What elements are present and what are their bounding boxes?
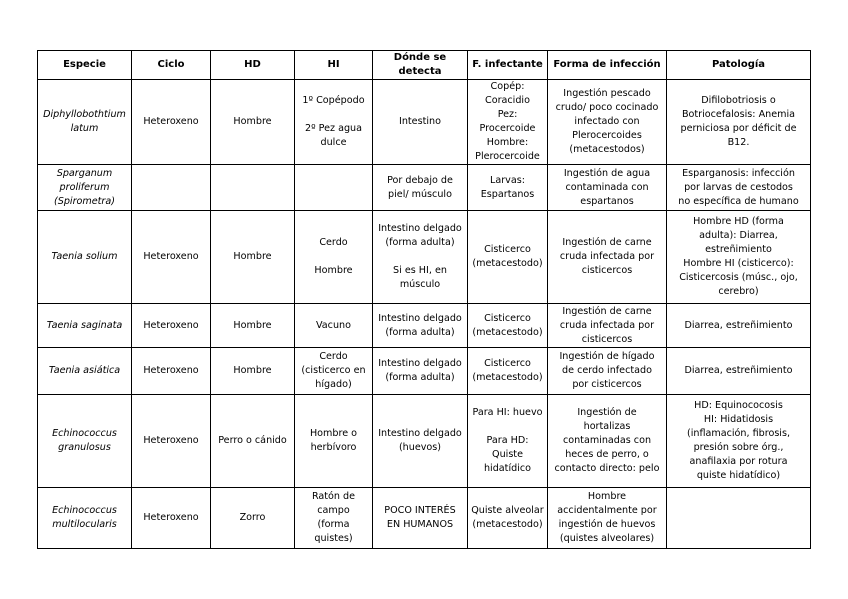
cell-hd [211, 165, 295, 211]
table-row [38, 304, 811, 348]
cell-hd: Hombre [211, 304, 295, 348]
cell-hd: Hombre [211, 80, 295, 165]
table-row [38, 165, 811, 211]
cell-detecta: Intestino [373, 80, 468, 165]
cell-detecta: Por debajo de piel/ músculo [373, 165, 468, 211]
cell-hi: Hombre o herbívoro [295, 395, 373, 488]
cell-infectante: Quiste alveolar (metacestodo) [468, 488, 548, 549]
cell-forma: Ingestión de carne cruda infectada por cisticercos [548, 304, 667, 348]
cell-especie: Sparganum proliferum (Spirometra) [38, 165, 132, 211]
cell-especie: Taenia solium [38, 211, 132, 304]
header-hd: HD [211, 51, 295, 80]
cell-especie: Taenia saginata [38, 304, 132, 348]
cell-detecta: Intestino delgado (forma adulta) [373, 304, 468, 348]
cell-hi: Ratón de campo (forma quistes) [295, 488, 373, 549]
cell-detecta: Intestino delgado (forma adulta) [373, 348, 468, 395]
cell-infectante: Para HI: huevo Para HD: Quiste hidatídico [468, 395, 548, 488]
header-row [38, 51, 811, 80]
cell-hi: Cerdo Hombre [295, 211, 373, 304]
cell-hd: Hombre [211, 348, 295, 395]
cell-patologia: Diarrea, estreñimiento [667, 348, 811, 395]
cell-especie: Echinococcus multilocularis [38, 488, 132, 549]
cell-ciclo: Heteroxeno [132, 80, 211, 165]
cell-infectante: Cisticerco (metacestodo) [468, 348, 548, 395]
cell-detecta: POCO INTERÉS EN HUMANOS [373, 488, 468, 549]
parasite-table [37, 50, 811, 549]
header-especie: Especie [38, 51, 132, 80]
cell-infectante: Cisticerco (metacestodo) [468, 304, 548, 348]
table-row [38, 348, 811, 395]
cell-hi: Cerdo (cisticerco en hígado) [295, 348, 373, 395]
cell-patologia: Diarrea, estreñimiento [667, 304, 811, 348]
header-patologia: Patología [667, 51, 811, 80]
table-row [38, 80, 811, 165]
cell-hi: 1º Copépodo 2º Pez agua dulce [295, 80, 373, 165]
cell-hd: Zorro [211, 488, 295, 549]
cell-forma: Ingestión de carne cruda infectada por cisticercos [548, 211, 667, 304]
cell-patologia: Difilobotriosis o Botriocefalosis: Anemia perniciosa por déficit de B12. [667, 80, 811, 165]
table-row [38, 211, 811, 304]
cell-hi [295, 165, 373, 211]
cell-ciclo [132, 165, 211, 211]
cell-infectante: Copép: Coracidio Pez: Procercoide Hombre: Plerocercoide [468, 80, 548, 165]
header-detecta: Dónde se detecta [373, 51, 468, 80]
header-forma: Forma de infección [548, 51, 667, 80]
cell-patologia [667, 488, 811, 549]
cell-forma: Hombre accidentalmente por ingestión de huevos (quistes alveolares) [548, 488, 667, 549]
cell-ciclo: Heteroxeno [132, 395, 211, 488]
cell-detecta: Intestino delgado (huevos) [373, 395, 468, 488]
cell-infectante: Cisticerco (metacestodo) [468, 211, 548, 304]
header-ciclo: Ciclo [132, 51, 211, 80]
cell-ciclo: Heteroxeno [132, 211, 211, 304]
cell-hd: Hombre [211, 211, 295, 304]
header-infectante: F. infectante [468, 51, 548, 80]
table-row [38, 395, 811, 488]
header-hi: HI [295, 51, 373, 80]
cell-especie: Echinococcus granulosus [38, 395, 132, 488]
cell-especie: Diphyllobothtium latum [38, 80, 132, 165]
table-row [38, 488, 811, 549]
cell-infectante: Larvas: Espartanos [468, 165, 548, 211]
cell-ciclo: Heteroxeno [132, 348, 211, 395]
cell-patologia: HD: Equinococosis HI: Hidatidosis (inflamación, fibrosis, presión sobre órg., anafilaxia por rotura quiste hidatídico) [667, 395, 811, 488]
cell-forma: Ingestión pescado crudo/ poco cocinado infectado con Plerocercoides (metacestodos) [548, 80, 667, 165]
cell-patologia: Esparganosis: infección por larvas de cestodos no específica de humano [667, 165, 811, 211]
cell-especie: Taenia asiática [38, 348, 132, 395]
cell-forma: Ingestión de hortalizas contaminadas con heces de perro, o contacto directo: pelo [548, 395, 667, 488]
cell-hd: Perro o cánido [211, 395, 295, 488]
cell-ciclo: Heteroxeno [132, 304, 211, 348]
cell-detecta: Intestino delgado (forma adulta) Si es HI, en músculo [373, 211, 468, 304]
cell-ciclo: Heteroxeno [132, 488, 211, 549]
cell-hi: Vacuno [295, 304, 373, 348]
cell-forma: Ingestión de hígado de cerdo infectado por cisticercos [548, 348, 667, 395]
cell-forma: Ingestión de agua contaminada con espartanos [548, 165, 667, 211]
cell-patologia: Hombre HD (forma adulta): Diarrea, estreñimiento Hombre HI (cisticerco): Cisticercosis (músc., ojo, cerebro) [667, 211, 811, 304]
